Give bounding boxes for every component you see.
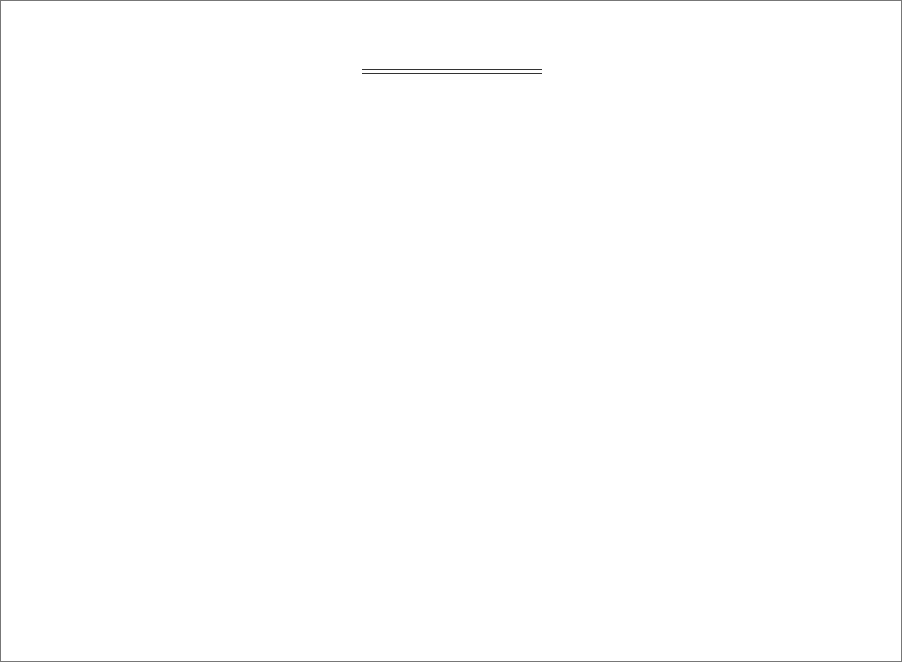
title-double-underline — [362, 69, 542, 74]
